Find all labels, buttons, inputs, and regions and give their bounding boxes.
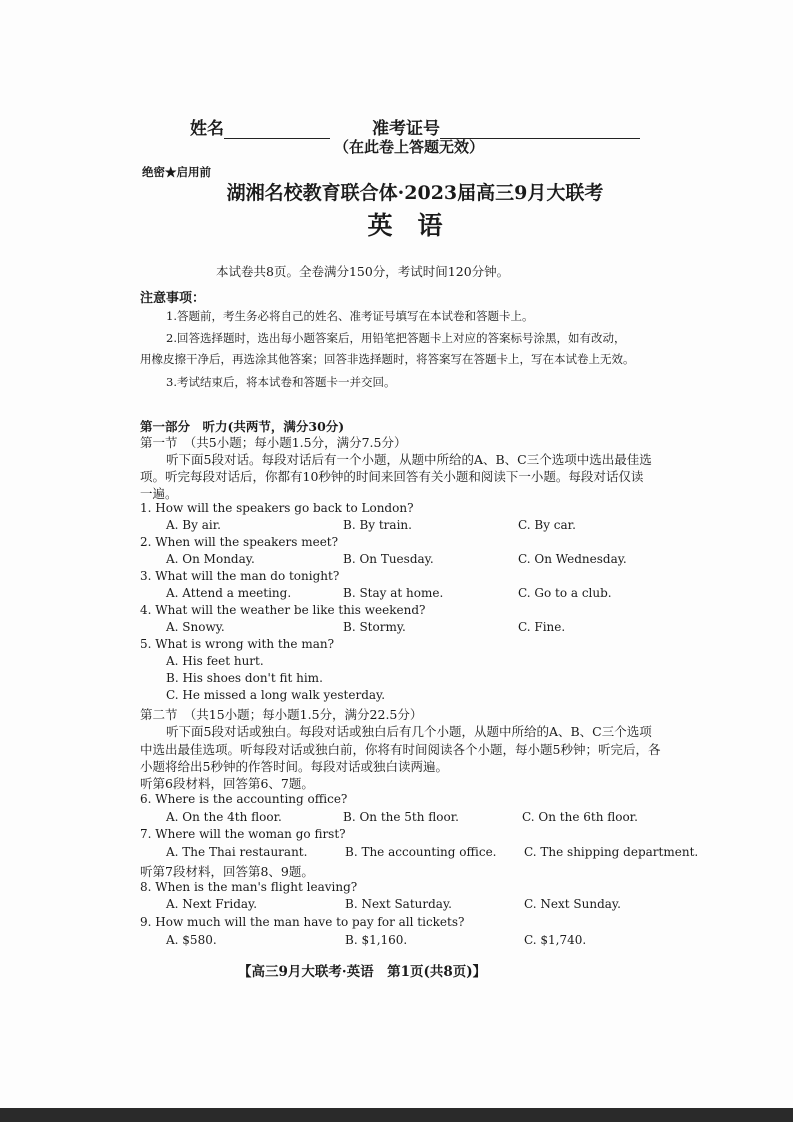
option-2a[interactable]: A. On Monday. <box>166 552 255 566</box>
option-9c[interactable]: C. $1,740. <box>524 933 587 947</box>
option-3c[interactable]: C. Go to a club. <box>518 586 612 600</box>
option-7a[interactable]: A. The Thai restaurant. <box>166 845 308 859</box>
option-4a[interactable]: A. Snowy. <box>166 620 225 634</box>
name-label: 姓名 <box>190 119 224 139</box>
scan-edge <box>0 1108 793 1122</box>
material-6: 听第6段材料，回答第6、7题。 <box>140 776 314 791</box>
note-item: 2.回答选择题时，选出每小题答案后，用铅笔把答题卡上对应的答案标号涂黑，如有改动， <box>166 331 626 345</box>
question-9: 9. How much will the man have to pay for all tickets? <box>140 915 465 929</box>
ticket-label: 准考证号 <box>372 119 440 139</box>
section1-instruction: 一遍。 <box>140 486 178 501</box>
option-8b[interactable]: B. Next Saturday. <box>345 897 452 911</box>
option-6b[interactable]: B. On the 5th floor. <box>343 810 459 824</box>
question-6: 6. Where is the accounting office? <box>140 792 348 806</box>
question-4: 4. What will the weather be like this weekend? <box>140 603 426 617</box>
option-7c[interactable]: C. The shipping department. <box>524 845 699 859</box>
note-item: 用橡皮擦干净后，再选涂其他答案；回答非选择题时，将答案写在答题卡上，写在本试卷上无效。 <box>140 352 635 366</box>
question-1: 1. How will the speakers go back to London? <box>140 501 414 515</box>
notes-title: 注意事项： <box>140 291 206 306</box>
option-1a[interactable]: A. By air. <box>166 518 221 532</box>
option-2c[interactable]: C. On Wednesday. <box>518 552 627 566</box>
page-footer: 【高三9月大联考·英语 第1页(共8页)】 <box>238 964 487 980</box>
part1-title: 第一部分 听力(共两节，满分30分) <box>140 419 345 434</box>
option-5c[interactable]: C. He missed a long walk yesterday. <box>166 688 386 702</box>
section2-instruction: 听下面5段对话或独白。每段对话或独白后有几个小题，从题中所给的A、B、C三个选项 <box>166 724 652 739</box>
exam-intro: 本试卷共8页。全卷满分150分，考试时间120分钟。 <box>216 264 510 279</box>
subject-title: 英 语 <box>367 211 443 240</box>
option-9b[interactable]: B. $1,160. <box>345 933 408 947</box>
option-5b[interactable]: B. His shoes don't fit him. <box>166 671 323 685</box>
option-3a[interactable]: A. Attend a meeting. <box>166 586 292 600</box>
question-3: 3. What will the man do tonight? <box>140 569 340 583</box>
question-8: 8. When is the man's flight leaving? <box>140 880 358 894</box>
question-5: 5. What is wrong with the man? <box>140 637 335 651</box>
question-7: 7. Where will the woman go first? <box>140 827 346 841</box>
option-4b[interactable]: B. Stormy. <box>343 620 406 634</box>
option-4c[interactable]: C. Fine. <box>518 620 566 634</box>
option-5a[interactable]: A. His feet hurt. <box>166 654 264 668</box>
note-item: 3.考试结束后，将本试卷和答题卡一并交回。 <box>166 375 396 389</box>
section1-instruction: 听下面5段对话。每段对话后有一个小题，从题中所给的A、B、C三个选项中选出最佳选 <box>166 452 652 467</box>
option-2b[interactable]: B. On Tuesday. <box>343 552 434 566</box>
option-7b[interactable]: B. The accounting office. <box>345 845 497 859</box>
option-6a[interactable]: A. On the 4th floor. <box>166 810 282 824</box>
option-1c[interactable]: C. By car. <box>518 518 576 532</box>
name-field[interactable] <box>190 114 330 139</box>
option-6c[interactable]: C. On the 6th floor. <box>522 810 638 824</box>
question-2: 2. When will the speakers meet? <box>140 535 339 549</box>
secret-label: 绝密★启用前 <box>142 165 211 179</box>
option-9a[interactable]: A. $580. <box>166 933 217 947</box>
exam-title: 湖湘名校教育联合体·2023届高三9月大联考 <box>226 182 604 204</box>
option-8c[interactable]: C. Next Sunday. <box>524 897 621 911</box>
section1-title: 第一节 （共5小题；每小题1.5分，满分7.5分） <box>140 435 407 450</box>
section2-title: 第二节 （共15小题；每小题1.5分，满分22.5分） <box>140 707 423 722</box>
option-3b[interactable]: B. Stay at home. <box>343 586 444 600</box>
section1-instruction: 项。听完每段对话后，你都有10秒钟的时间来回答有关小题和阅读下一小题。每段对话仅读 <box>140 469 644 484</box>
option-8a[interactable]: A. Next Friday. <box>166 897 258 911</box>
note-item: 1.答题前，考生务必将自己的姓名、准考证号填写在本试卷和答题卡上。 <box>166 309 534 323</box>
section2-instruction: 小题将给出5秒钟的作答时间。每段对话或独白读两遍。 <box>140 759 448 774</box>
invalid-note: （在此卷上答题无效） <box>334 138 485 156</box>
material-7: 听第7段材料，回答第8、9题。 <box>140 864 314 879</box>
option-1b[interactable]: B. By train. <box>343 518 412 532</box>
name-blank[interactable] <box>224 120 330 139</box>
section2-instruction: 中选出最佳选项。听每段对话或独白前，你将有时间阅读各个小题，每小题5秒钟；听完后，各 <box>140 742 661 757</box>
